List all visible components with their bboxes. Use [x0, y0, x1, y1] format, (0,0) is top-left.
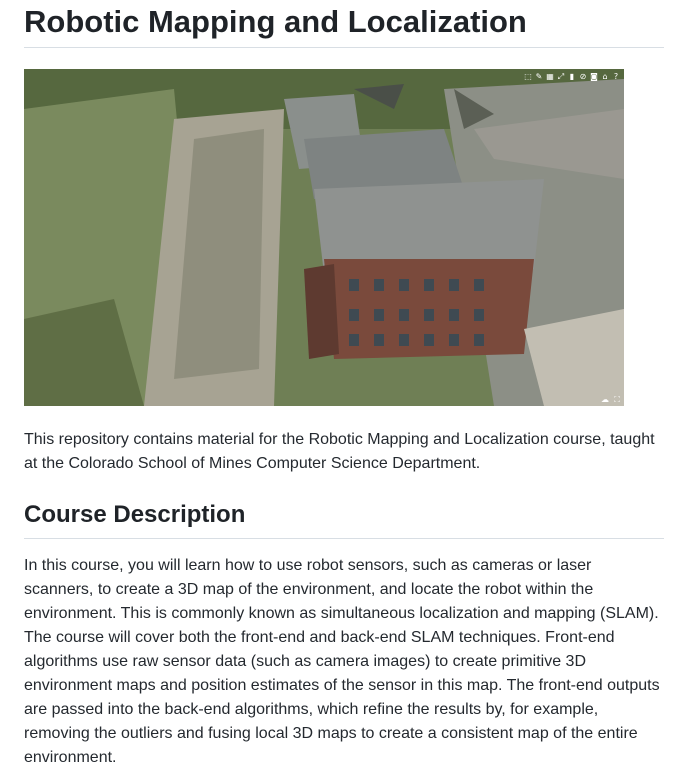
help-icon[interactable]: ?	[613, 72, 619, 81]
hide-icon[interactable]: ⊘	[579, 72, 587, 81]
grid-icon[interactable]: ▦	[546, 72, 554, 81]
fullscreen-icon[interactable]: ⛶	[614, 395, 620, 404]
intro-paragraph: This repository contains material for the Robotic Mapping and Localization course, taught at the Colorado School of Mines Computer Science Department.	[24, 431, 655, 472]
pen-icon[interactable]: ✎	[535, 72, 543, 81]
frame-icon[interactable]: ⬚	[524, 72, 532, 81]
readme-content	[24, 0, 664, 766]
3d-scene-render	[24, 69, 624, 406]
3d-model-viewer[interactable]	[24, 69, 624, 406]
delete-icon[interactable]: ▮	[569, 72, 575, 81]
viewer-corner-tools	[601, 396, 621, 404]
viewer-toolbar	[524, 73, 620, 81]
course-description-paragraph: In this course, you will learn how to use robot sensors, such as cameras or laser scanners, to create a 3D map of the environment, and locate the robot within the environment. This is commonly known as simultaneous localization and mapping (SLAM). The course will cover both the front-end and back-end SLAM techniques. Front-end algorithms use raw sensor data (such as camera images) to create primitive 3D environment maps and position estimates of the sensor in this map. The front-end outputs are passed into the back-end algorithms, which refine the results by, for example, removing the outliers and fusing local 3D maps to create a consistent map of the entire environment.	[24, 557, 660, 766]
cloud-icon[interactable]: ☁	[601, 395, 609, 404]
camera-icon[interactable]: ◙	[590, 72, 598, 81]
section-heading: Course Description	[24, 500, 664, 539]
expand-icon[interactable]: ⤢	[557, 72, 565, 81]
home-icon[interactable]: ⌂	[602, 72, 608, 81]
page-title: Robotic Mapping and Localization	[24, 0, 664, 48]
